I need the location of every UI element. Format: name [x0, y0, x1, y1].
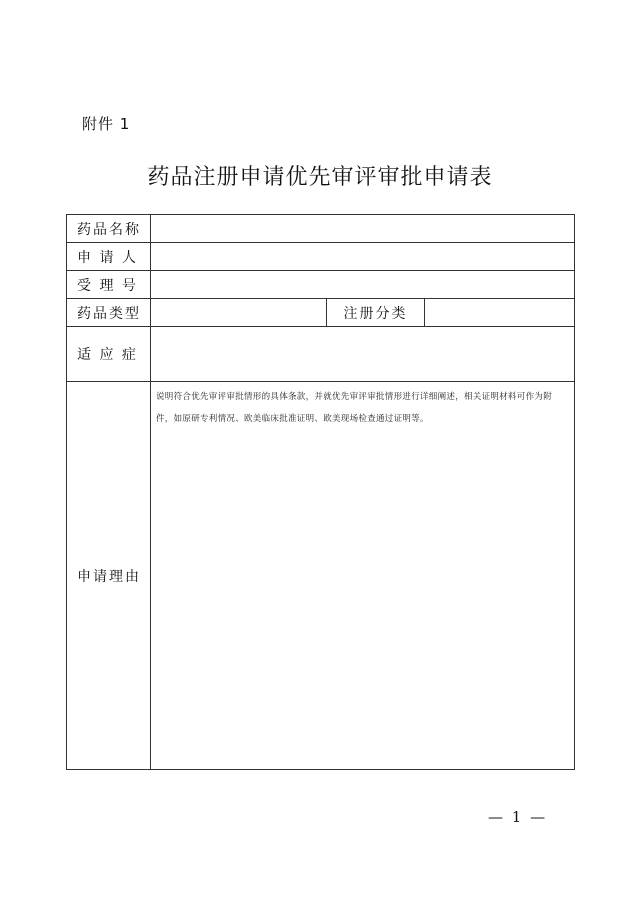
- table-row: [67, 271, 575, 299]
- table-row: [67, 299, 575, 327]
- registration-class-field[interactable]: [425, 299, 575, 327]
- registration-class-label: 注册分类: [327, 299, 425, 327]
- drug-name-field[interactable]: [151, 215, 575, 243]
- acceptance-number-field[interactable]: [151, 271, 575, 299]
- reason-field[interactable]: 说明符合优先审评审批情形的具体条款，并就优先审评审批情形进行详细阐述，相关证明材料可作为附件，如原研专利情况、欧美临床批准证明、欧美现场检查通过证明等。: [151, 382, 575, 770]
- indication-field[interactable]: [151, 327, 575, 382]
- reason-label: 申请理由: [67, 382, 151, 770]
- page-title: 药品注册申请优先审评审批申请表: [147, 165, 493, 190]
- table-row: [67, 215, 575, 243]
- indication-label: 适 应 症: [67, 327, 151, 382]
- table-row: [67, 382, 575, 770]
- application-form-table: [66, 214, 575, 770]
- drug-type-field[interactable]: [151, 299, 327, 327]
- drug-name-label: 药品名称: [67, 215, 151, 243]
- attachment-label: 附件 1: [82, 115, 131, 133]
- page-number: — 1 —: [488, 808, 548, 826]
- drug-type-label: 药品类型: [67, 299, 151, 327]
- acceptance-number-label: 受 理 号: [67, 271, 151, 299]
- applicant-field[interactable]: [151, 243, 575, 271]
- applicant-label: 申 请 人: [67, 243, 151, 271]
- table-row: [67, 327, 575, 382]
- table-row: [67, 243, 575, 271]
